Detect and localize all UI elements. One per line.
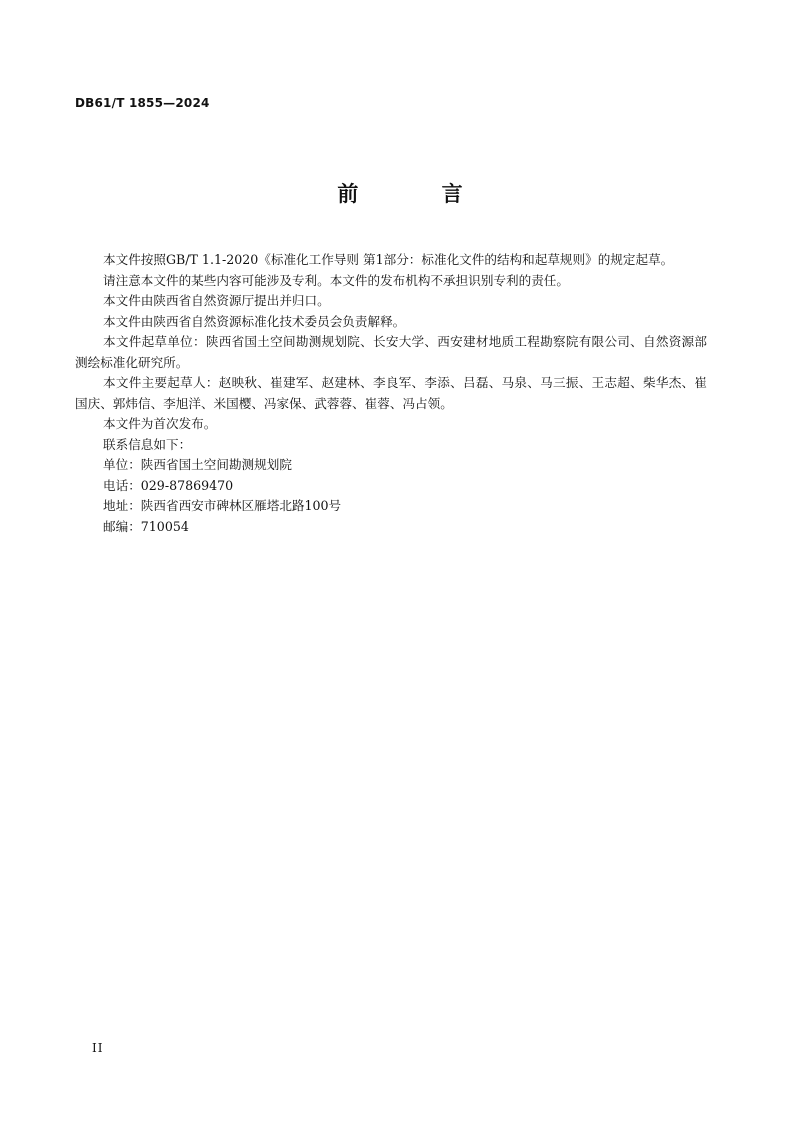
paragraph: 本文件由陕西省自然资源厅提出并归口。: [103, 293, 330, 308]
preface-body: [75, 250, 707, 537]
paragraph: 本文件起草单位：陕西省国土空间勘测规划院、长安大学、西安建材地质工程勘察院有限公司、自然资源部测绘标准化研究所。: [75, 334, 707, 370]
contact-phone: 电话：029-87869470: [103, 477, 234, 493]
contact-address: 地址：陕西省西安市碑林区雁塔北路100号: [103, 498, 342, 513]
paragraph: 本文件按照GB/T 1.1-2020《标准化工作导则 第1部分：标准化文件的结构和起草规则》的规定起草。: [103, 252, 674, 267]
page-title: 前 言: [337, 182, 501, 206]
paragraph: 本文件主要起草人：赵映秋、崔建军、赵建林、李良军、李添、吕磊、马泉、马三振、王志超、柴华杰、崔国庆、郭炜信、李旭洋、米国樱、冯家保、武蓉蓉、崔蓉、冯占领。: [75, 375, 707, 411]
paragraph: 本文件为首次发布。: [103, 416, 217, 431]
contact-unit: 单位：陕西省国土空间勘测规划院: [103, 457, 292, 472]
paragraph: 本文件由陕西省自然资源标准化技术委员会负责解释。: [103, 313, 406, 329]
page-number: II: [92, 1041, 104, 1055]
paragraph: 请注意本文件的某些内容可能涉及专利。本文件的发布机构不承担识别专利的责任。: [103, 272, 569, 288]
contact-postcode: 邮编：710054: [103, 518, 189, 534]
standard-code: DB61/T 1855—2024: [75, 96, 210, 110]
paragraph: 联系信息如下：: [103, 436, 192, 452]
